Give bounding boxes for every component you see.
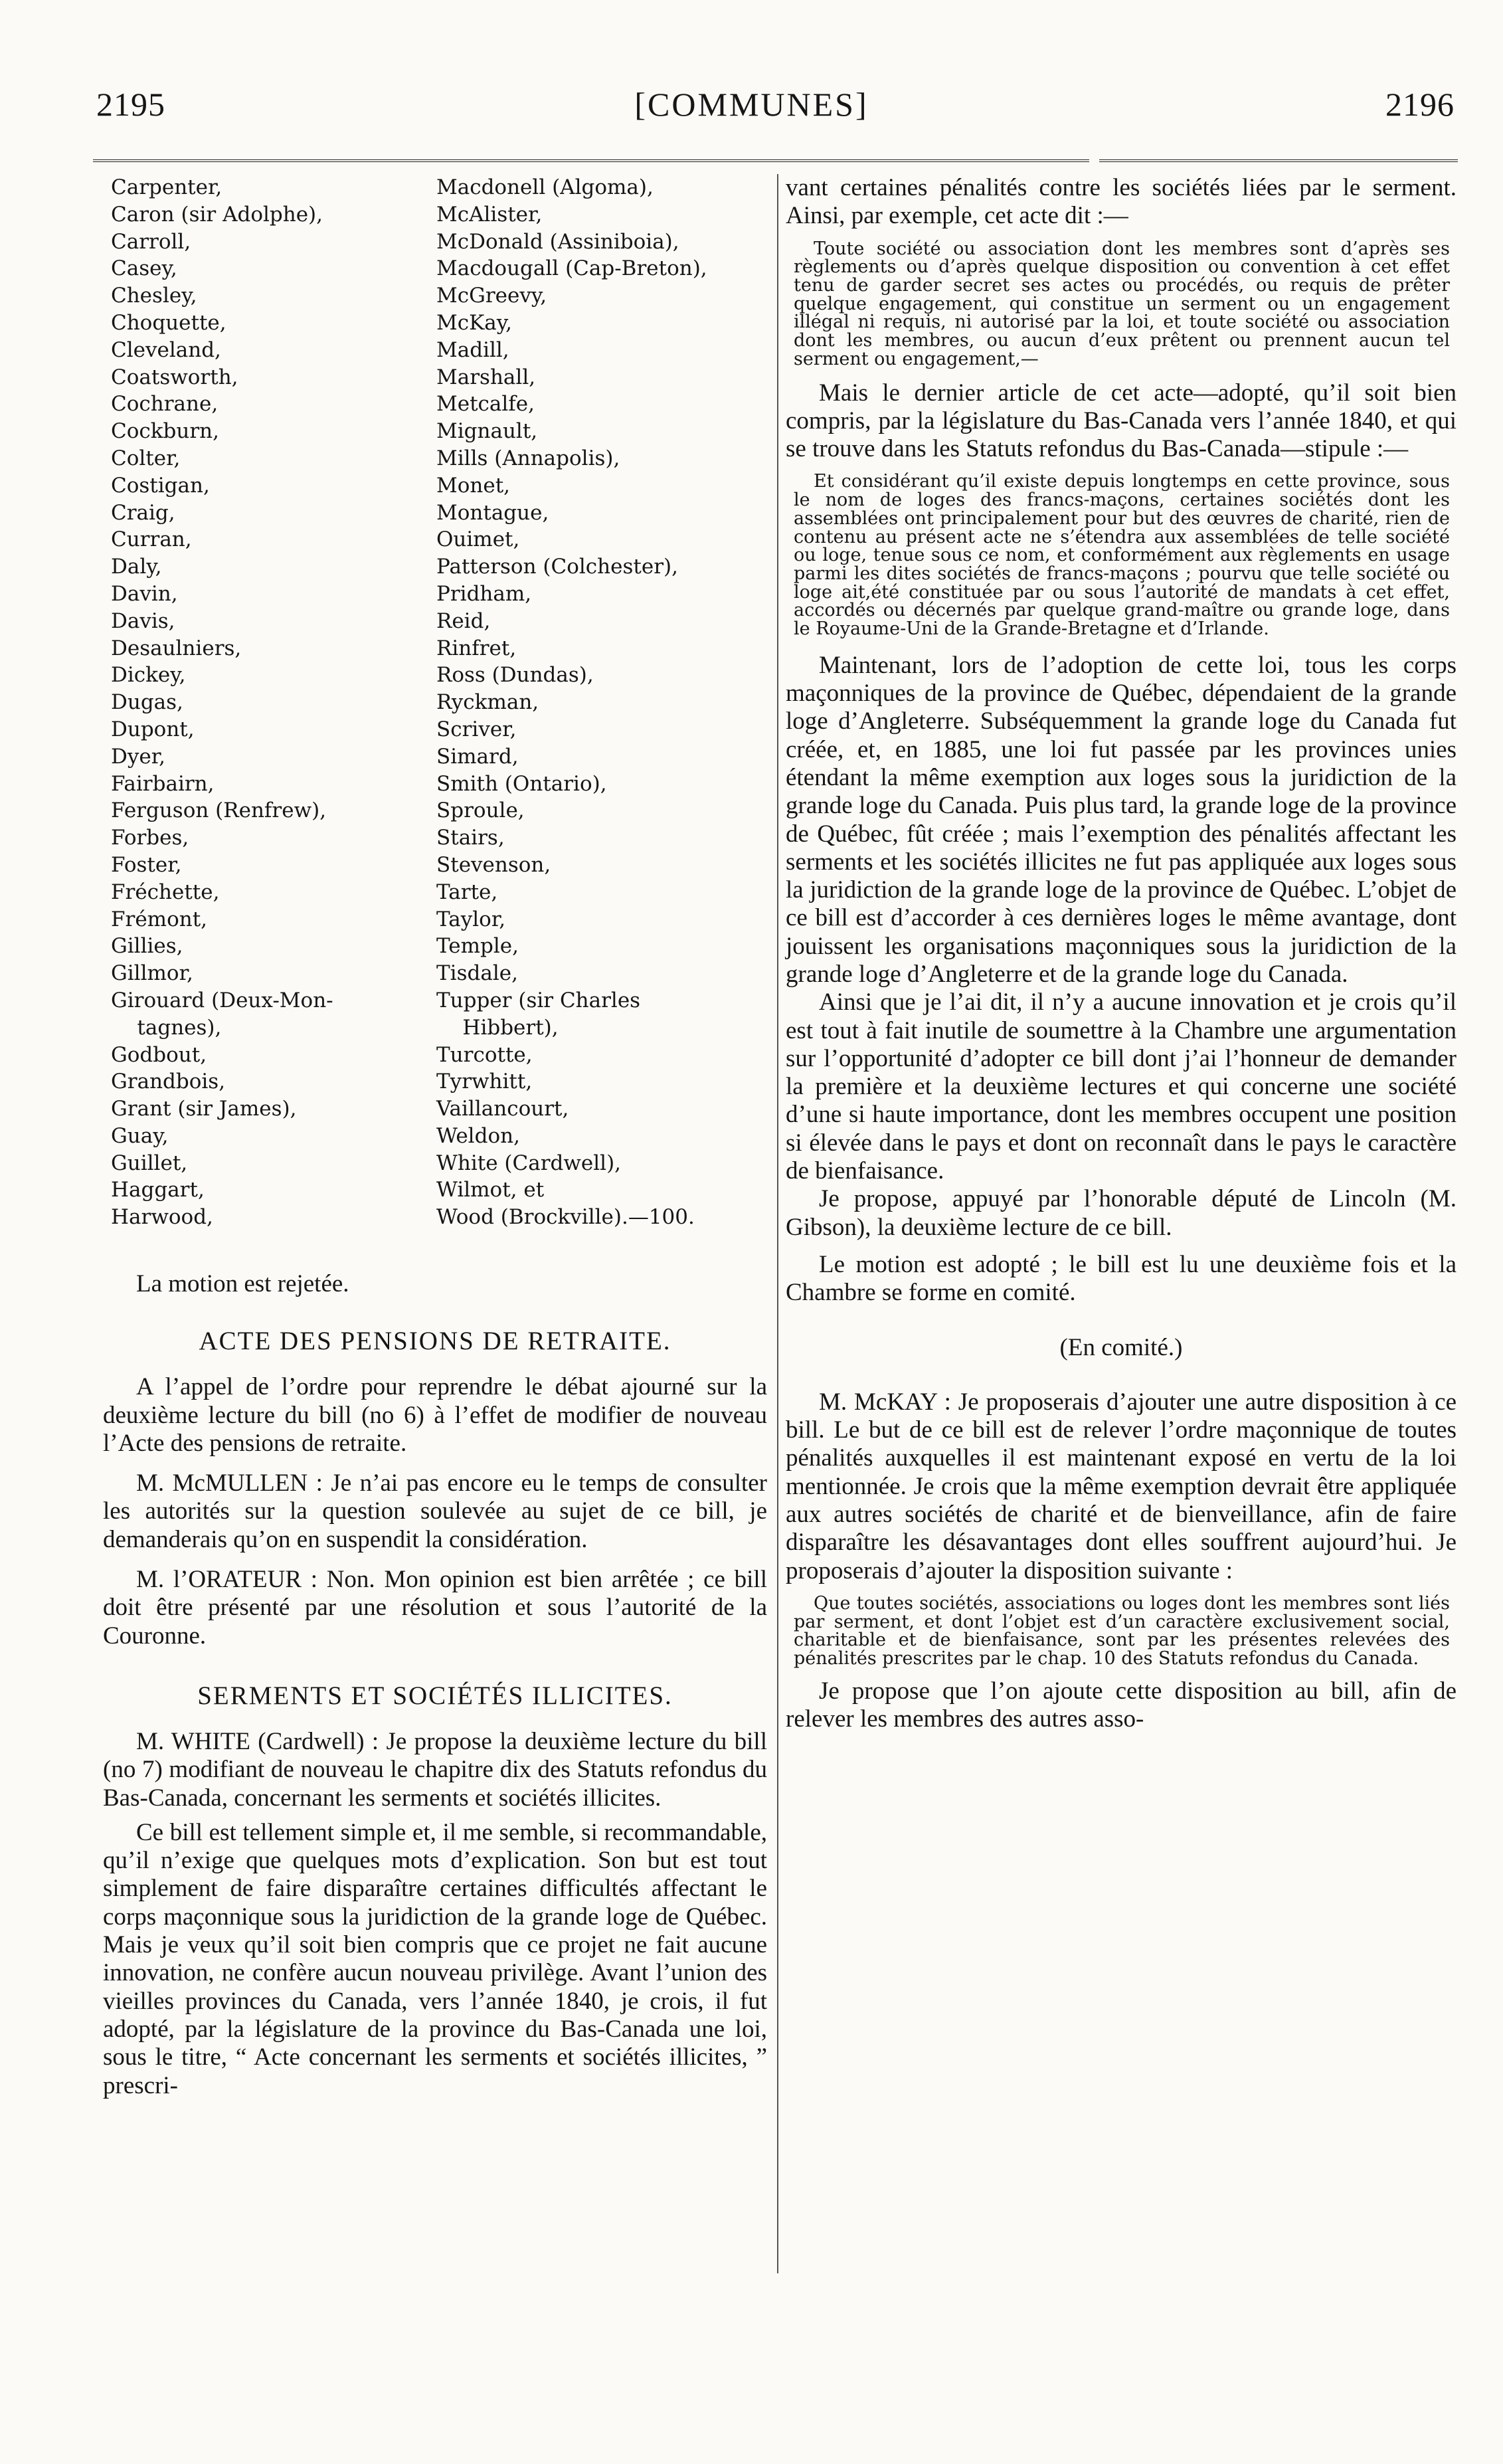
member-name: Colter, bbox=[111, 446, 181, 470]
member-name: Casey, bbox=[111, 256, 177, 281]
member-name: Wilmot, et bbox=[436, 1178, 545, 1202]
member-name: Caron (sir Adolphe), bbox=[111, 202, 323, 227]
member-name: Choquette, bbox=[111, 310, 226, 335]
member-name: Mignault, bbox=[436, 419, 538, 444]
member-name: Foster, bbox=[111, 852, 182, 877]
member-name: Guillet, bbox=[111, 1151, 188, 1175]
body-paragraph: Je propose que l’on ajoute cette disposition au bill, afin de relever les membres des autres asso- bbox=[786, 1677, 1457, 1733]
member-name: Cochrane, bbox=[111, 392, 219, 417]
member-name: McDonald (Assiniboia), bbox=[436, 229, 679, 254]
names-column-a bbox=[111, 174, 456, 1231]
quoted-amendment: Que toutes sociétés, associations ou loges dont les membres sont liés par serment, et dont l’objet est d’un caractère exclusivement social, charitable et de bienfaisance, sont par les présentes relevées des pénalités prescrites par le chap. 10 des Statuts refondus du Canada. bbox=[794, 1592, 1450, 1669]
pensions-paragraph: A l’appel de l’ordre pour reprendre le débat ajourné sur la deuxième lecture du bill (no 6) à l’effet de modifier de nouveau l’Acte des pensions de retraite. bbox=[103, 1373, 767, 1457]
member-name: Temple, bbox=[436, 934, 519, 959]
member-name: Monet, bbox=[436, 473, 511, 498]
member-name: tagnes), bbox=[111, 1015, 222, 1040]
member-name: Stairs, bbox=[436, 826, 505, 850]
member-name: Smith (Ontario), bbox=[436, 771, 607, 796]
member-name: Carpenter, bbox=[111, 175, 222, 199]
member-name: Marshall, bbox=[436, 365, 536, 389]
member-name: Gillies, bbox=[111, 934, 183, 959]
vote-names-list bbox=[103, 174, 767, 1264]
member-name: Guay, bbox=[111, 1123, 169, 1148]
member-name: Taylor, bbox=[436, 907, 506, 931]
member-name: Weldon, bbox=[436, 1123, 520, 1148]
member-name: Ross (Dundas), bbox=[436, 663, 594, 688]
member-name: Daly, bbox=[111, 555, 162, 579]
member-name: White (Cardwell), bbox=[436, 1151, 622, 1175]
member-name: Cockburn, bbox=[111, 419, 219, 444]
member-name: Metcalfe, bbox=[436, 392, 535, 417]
member-name: Davis, bbox=[111, 609, 175, 633]
member-name: Dyer, bbox=[111, 744, 165, 769]
member-name: Curran, bbox=[111, 527, 192, 552]
member-name: Desaulniers, bbox=[111, 636, 242, 660]
member-name: Mills (Annapolis), bbox=[436, 446, 620, 470]
white-paragraph-1: M. WHITE (Cardwell) : Je propose la deuxième lecture du bill (no 7) modifiant de nouveau le chapitre dix des Statuts refondus du Bas-Canada, concernant les serments et sociétés illicites. bbox=[103, 1727, 767, 1812]
member-name: Forbes, bbox=[111, 826, 189, 850]
member-name: Carroll, bbox=[111, 229, 191, 254]
white-paragraph-2: Ce bill est tellement simple et, il me semble, si recommandable, qu’il n’exige que quelques mots d’explication. Son but est tout simplement de faire disparaître certaines difficultés affectant le corps maçonnique sous la juridiction de la grande loge de Québec. Mais je veux qu’il soit bien compris que ce projet ne fait aucune innovation, ne confère aucun nouveau privilège. Avant l’union des vieilles provinces du Canada, vers l’année 1840, je crois, il fut adopté, par la législature de la province du Bas-Canada une loi, sous le titre, “ Acte concernant les serments et sociétés illicites, ” prescri- bbox=[103, 1818, 767, 2099]
orateur-paragraph: M. l’ORATEUR : Non. Mon opinion est bien arrêtée ; ce bill doit être présenté par une résolution et sous l’autorité de la Couronne. bbox=[103, 1566, 767, 1650]
member-name: Macdonell (Algoma), bbox=[436, 175, 654, 199]
member-name: Frémont, bbox=[111, 907, 208, 931]
motion-result: La motion est rejetée. bbox=[136, 1270, 349, 1297]
header-rule-left bbox=[93, 159, 1089, 162]
member-name: Tupper (sir Charles bbox=[436, 988, 641, 1012]
member-name: Reid, bbox=[436, 609, 491, 633]
member-name: Dickey, bbox=[111, 663, 186, 688]
member-name: Pridham, bbox=[436, 581, 532, 606]
member-name: Craig, bbox=[111, 500, 175, 525]
member-name: Macdougall (Cap-Breton), bbox=[436, 256, 707, 281]
names-column-b bbox=[436, 174, 782, 1231]
member-name: Vaillancourt, bbox=[436, 1097, 569, 1121]
member-name: Hibbert), bbox=[436, 1015, 559, 1040]
member-name: Dupont, bbox=[111, 717, 195, 741]
member-name: Gillmor, bbox=[111, 961, 193, 986]
member-name: Tarte, bbox=[436, 880, 498, 904]
committee-heading: (En comité.) bbox=[1059, 1333, 1183, 1361]
right-column bbox=[786, 174, 1457, 1733]
left-column bbox=[103, 174, 767, 2100]
member-name: Wood (Brockville).—100. bbox=[436, 1205, 695, 1230]
member-name: Tyrwhitt, bbox=[436, 1070, 533, 1094]
page-number-left: 2195 bbox=[96, 86, 165, 123]
mcmullen-paragraph: M. McMULLEN : Je n’ai pas encore eu le temps de consulter les autorités sur la question soulevée au sujet de ce bill, je demanderais qu’on en suspendit la considération. bbox=[103, 1469, 767, 1553]
member-name: Tisdale, bbox=[436, 961, 518, 986]
member-name: Davin, bbox=[111, 581, 178, 606]
body-paragraph: vant certaines pénalités contre les sociétés liées par le serment. Ainsi, par exemple, cet acte dit :— bbox=[786, 174, 1457, 230]
quoted-statute-2: Et considérant qu’il existe depuis longtemps en cette province, sous le nom de loges des francs-maçons, certaines sociétés dont les assemblées ont principalement pour but des œuvres de charité, rien de contenu au présent acte ne s’étendra aux assemblées de telle société ou loge, tenue sous ce nom, et conformément aux règlements en usage parmi les dites sociétés de francs-maçons ; pourvu que telle société ou loge ait,été constituée par ou sous l’autorité de mandats à cet effet, accordés ou décernés par quelque grand-maître ou grande loge, dans le Royaume-Uni de la Grande-Bretagne et d’Irlande. bbox=[794, 471, 1450, 640]
member-name: Girouard (Deux-Mon- bbox=[111, 988, 333, 1012]
section-heading-pensions: ACTE DES PENSIONS DE RETRAITE. bbox=[199, 1327, 671, 1356]
member-name: Sproule, bbox=[436, 799, 525, 823]
member-name: Costigan, bbox=[111, 473, 210, 498]
body-paragraph: Je propose, appuyé par l’honorable député de Lincoln (M. Gibson), la deuxième lecture de ce bill. bbox=[786, 1185, 1457, 1241]
member-name: Dugas, bbox=[111, 690, 183, 715]
member-name: Grandbois, bbox=[111, 1070, 226, 1094]
member-name: Ouimet, bbox=[436, 527, 520, 552]
member-name: Coatsworth, bbox=[111, 365, 238, 389]
member-name: Ryckman, bbox=[436, 690, 539, 715]
member-name: Fréchette, bbox=[111, 880, 220, 904]
member-name: Ferguson (Renfrew), bbox=[111, 799, 327, 823]
running-header-title: [COMMUNES] bbox=[634, 86, 869, 123]
member-name: Haggart, bbox=[111, 1178, 205, 1202]
member-name: Chesley, bbox=[111, 284, 197, 308]
member-name: McGreevy, bbox=[436, 284, 547, 308]
member-name: Turcotte, bbox=[436, 1042, 533, 1067]
member-name: Madill, bbox=[436, 337, 509, 362]
body-paragraph: Ainsi que je l’ai dit, il n’y a aucune innovation et je crois qu’il est tout à fait inutile de soumettre à la Chambre une argumentation sur l’opportunité d’adopter ce bill dont j’ai l’honneur de demander la première et la deuxième lectures et qui concerne une société d’une si haute importance, dont les membres occupent une position si élevée dans le pays et dont on reconnaît dans le pays le caractère de bienfaisance. bbox=[786, 989, 1457, 1185]
member-name: Cleveland, bbox=[111, 337, 221, 362]
member-name: Montague, bbox=[436, 500, 549, 525]
body-paragraph: Mais le dernier article de cet acte—adopté, qu’il soit bien compris, par la législature du Bas-Canada vers l’année 1840, et qui se trouve dans les Statuts refondus du Bas-Canada—stipule :— bbox=[786, 379, 1457, 463]
member-name: Simard, bbox=[436, 744, 519, 769]
member-name: McAlister, bbox=[436, 202, 543, 227]
member-name: Rinfret, bbox=[436, 636, 517, 660]
body-paragraph: Le motion est adopté ; le bill est lu une deuxième fois et la Chambre se forme en comité. bbox=[786, 1250, 1457, 1307]
member-name: Stevenson, bbox=[436, 852, 551, 877]
member-name: Godbout, bbox=[111, 1042, 207, 1067]
member-name: Scriver, bbox=[436, 717, 517, 741]
body-paragraph: Maintenant, lors de l’adoption de cette loi, tous les corps maçonniques de la province de Québec, dépendaient de la grande loge d’Angleterre. Subséquemment la grande loge du Canada fut créée, et, en 1885, une loi fut passée par les provinces unies étendant la même exemption aux loges sous la juridiction de la grande loge du Canada. Puis plus tard, la grande loge de la province de Québec, fût créée ; mais l’exemption des pénalités affectant les serments et les sociétés illicites ne fut pas appliquée aux loges sous la juridiction de la grande loge de la province de Québec. L’objet de ce bill est d’accorder à ces dernières loges le même avantage, dont jouissent les organisations maçonniques sous la juridiction de la grande loge d’Angleterre et de la grande loge du Canada. bbox=[786, 651, 1457, 988]
member-name: Harwood, bbox=[111, 1205, 213, 1230]
page-number-right: 2196 bbox=[1385, 86, 1455, 123]
member-name: Fairbairn, bbox=[111, 771, 215, 796]
section-heading-serments: SERMENTS ET SOCIÉTÉS ILLICITES. bbox=[197, 1681, 673, 1710]
header-rule-right bbox=[1099, 159, 1458, 162]
quoted-statute-1: Toute société ou association dont les membres sont d’après ses règlements ou d’après quelque disposition ou convention à cet effet tenu de garder secret ses actes ou procédés, ou requis de prêter quelque engagement, qui constitue un serment ou un engagement illégal ni requis, ni autorisé par la loi, et toute société ou association dont les membres, ou aucun d’eux prêtent ou prennent aucun tel serment ou engagement,— bbox=[794, 238, 1450, 369]
member-name: Grant (sir James), bbox=[111, 1097, 297, 1121]
member-name: McKay, bbox=[436, 310, 512, 335]
member-name: Patterson (Colchester), bbox=[436, 555, 678, 579]
mckay-paragraph: M. McKAY : Je proposerais d’ajouter une autre disposition à ce bill. Le but de ce bill est de relever l’ordre maçonnique de toutes pénalités auxquelles il est maintenant exposé en vertu de la loi mentionnée. Je crois que la même exemption devrait être appliquée aux autres sociétés de charité et de bienveillance, afin de faire disparaître les désavantages dont elles souffrent aujourd’hui. Je proposerais d’ajouter la disposition suivante : bbox=[786, 1388, 1457, 1584]
